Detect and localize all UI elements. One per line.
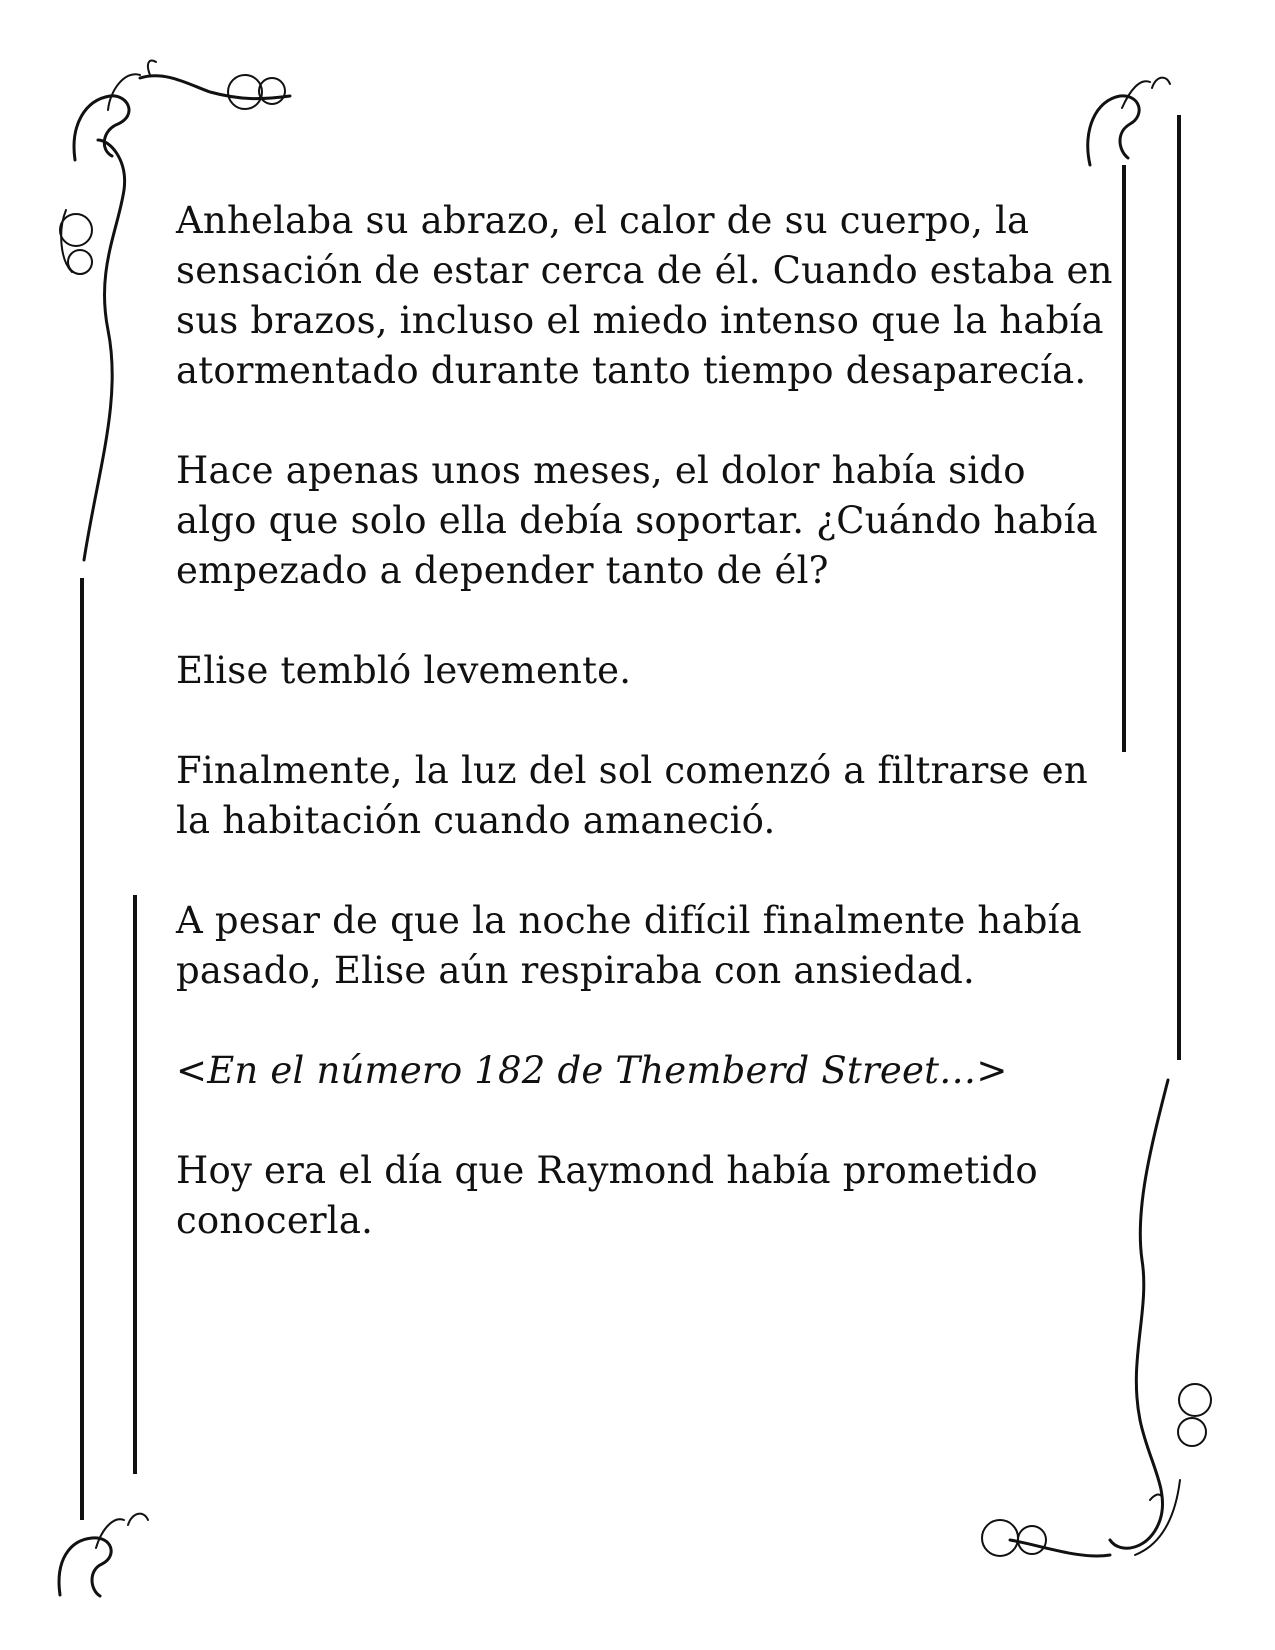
paragraph-5: A pesar de que la noche difícil finalmente había pasado, Elise aún respiraba con ansiedad. <box>176 899 1082 992</box>
paragraph-2: Hace apenas unos meses, el dolor había sido algo que solo ella debía soportar. ¿Cuándo había empezado a depender tanto de él? <box>176 449 1098 592</box>
paragraph-7: Hoy era el día que Raymond había prometido conocerla. <box>176 1149 1038 1242</box>
flourish-top-right <box>1088 78 1170 165</box>
flourish-bottom-left <box>59 1514 148 1596</box>
paragraph-3: Elise tembló levemente. <box>176 649 632 692</box>
paragraph-1: Anhelaba su abrazo, el calor de su cuerpo, la sensación de estar cerca de él. Cuando estaba en sus brazos, incluso el miedo intenso que la había atormentado durante tanto tiempo desaparecía. <box>176 199 1113 392</box>
paragraph-4: Finalmente, la luz del sol comenzó a filtrarse en la habitación cuando amaneció. <box>176 749 1088 842</box>
story-text <box>176 196 1116 1296</box>
location-caption: <En el número 182 de Themberd Street…> <box>176 1049 1008 1092</box>
